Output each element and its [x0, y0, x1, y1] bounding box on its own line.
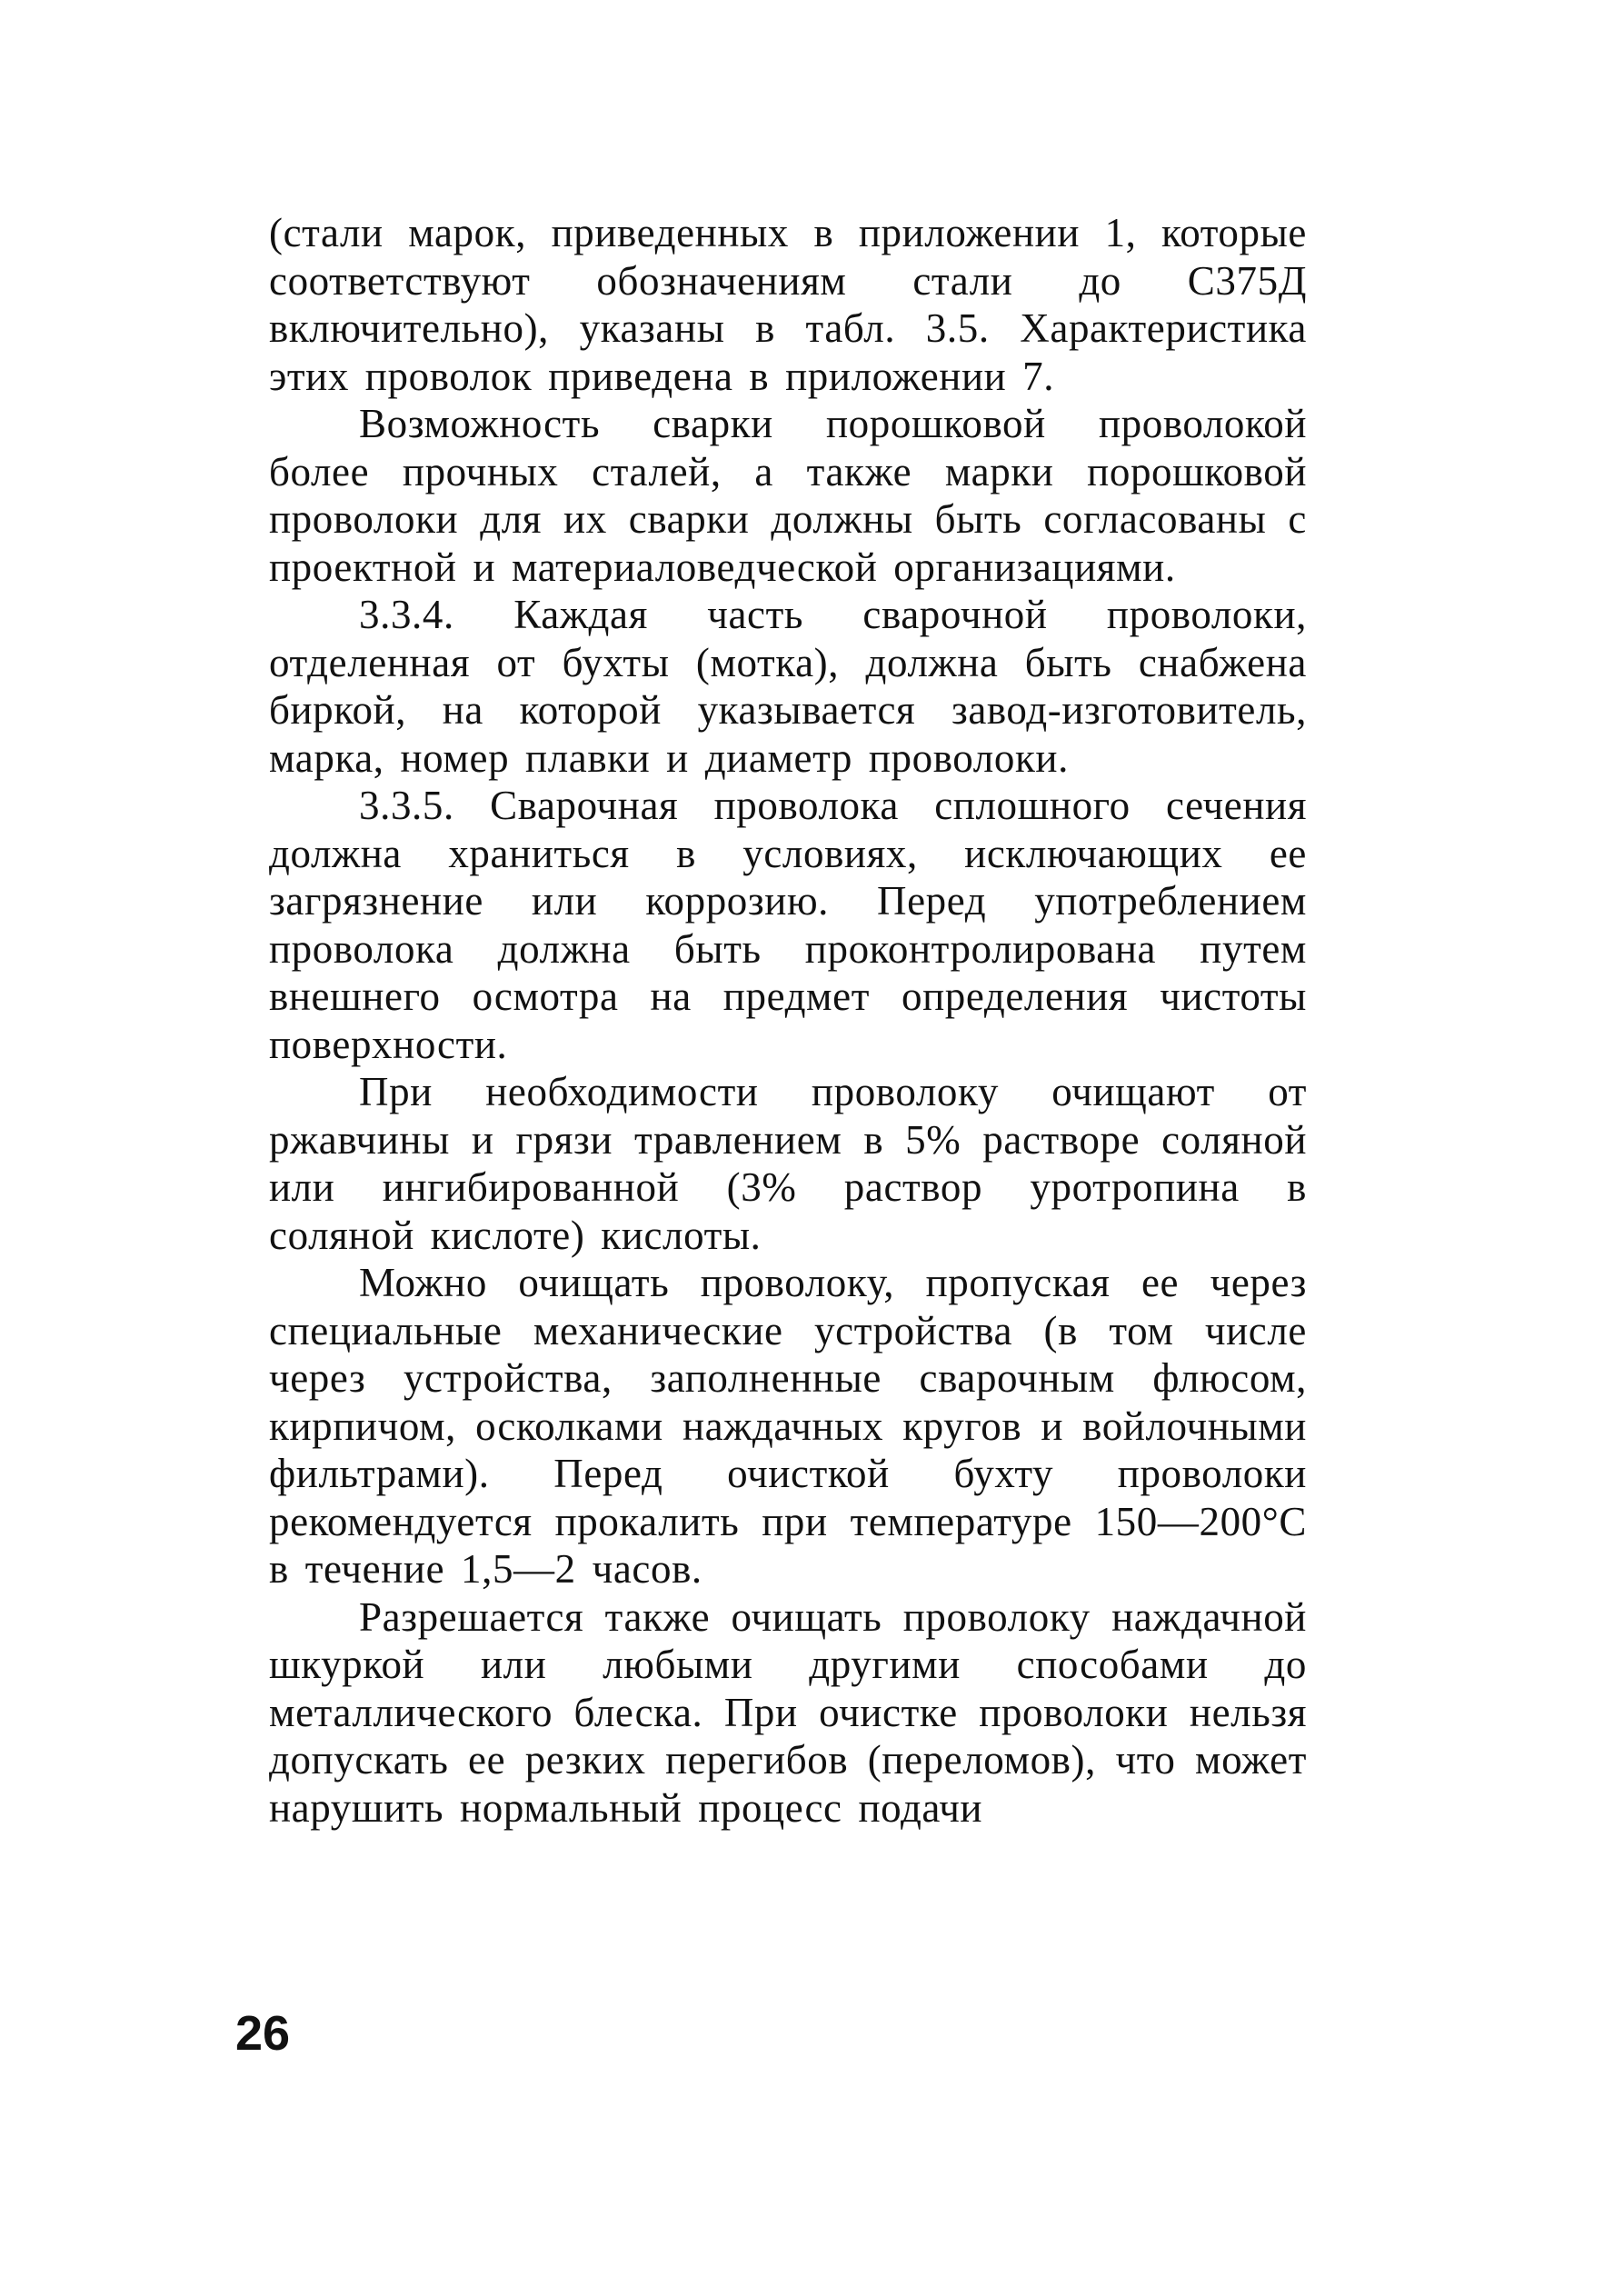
page-body [269, 209, 1307, 1832]
paragraph-4: 3.3.5. Сварочная проволока сплошного сечения должна храниться в условиях, исключающих ее загрязнение или коррозию. Перед употреблением проволока должна быть проконтролирована путем внешнего осмотра на предмет определения чистоты поверхности. [269, 783, 1307, 1067]
paragraph-7: Разрешается также очищать проволоку наждачной шкуркой или любыми другими способами до металлического блеска. При очистке проволоки нельзя допускать ее резких перегибов (переломов), что может нарушить нормальный процесс подачи [269, 1593, 1307, 1831]
paragraph-3: 3.3.4. Каждая часть сварочной проволоки, отделенная от бухты (мотка), должна быть снабжена биркой, на которой указывается завод-изготовитель, марка, номер плавки и диаметр проволоки. [269, 592, 1307, 781]
paragraph-1: (стали марок, приведенных в приложении 1, которые соответствуют обозначениям стали до С375Д включительно), указаны в табл. 3.5. Характеристика этих проволок приведена в приложении 7. [269, 210, 1307, 399]
paragraph-6: Можно очищать проволоку, пропуская ее через специальные механические устройства (в том числе через устройства, заполненные сварочным флюсом, кирпичом, осколками наждачных кругов и войлочными фильтрами). Перед очисткой бухту проволоки рекомендуется прокалить при температуре 150—200°С в течение 1,5—2 часов. [269, 1260, 1307, 1592]
paragraph-5: При необходимости проволоку очищают от ржавчины и грязи травлением в 5% растворе соляной или ингибированной (3% раствор уротропина в соляной кислоте) кислоты. [269, 1069, 1307, 1258]
paragraph-2: Возможность сварки порошковой проволокой более прочных сталей, а также марки порошковой проволоки для их сварки должны быть согласованы с проектной и материаловедческой организациями. [269, 401, 1307, 590]
page-number: 26 [235, 2006, 291, 2061]
